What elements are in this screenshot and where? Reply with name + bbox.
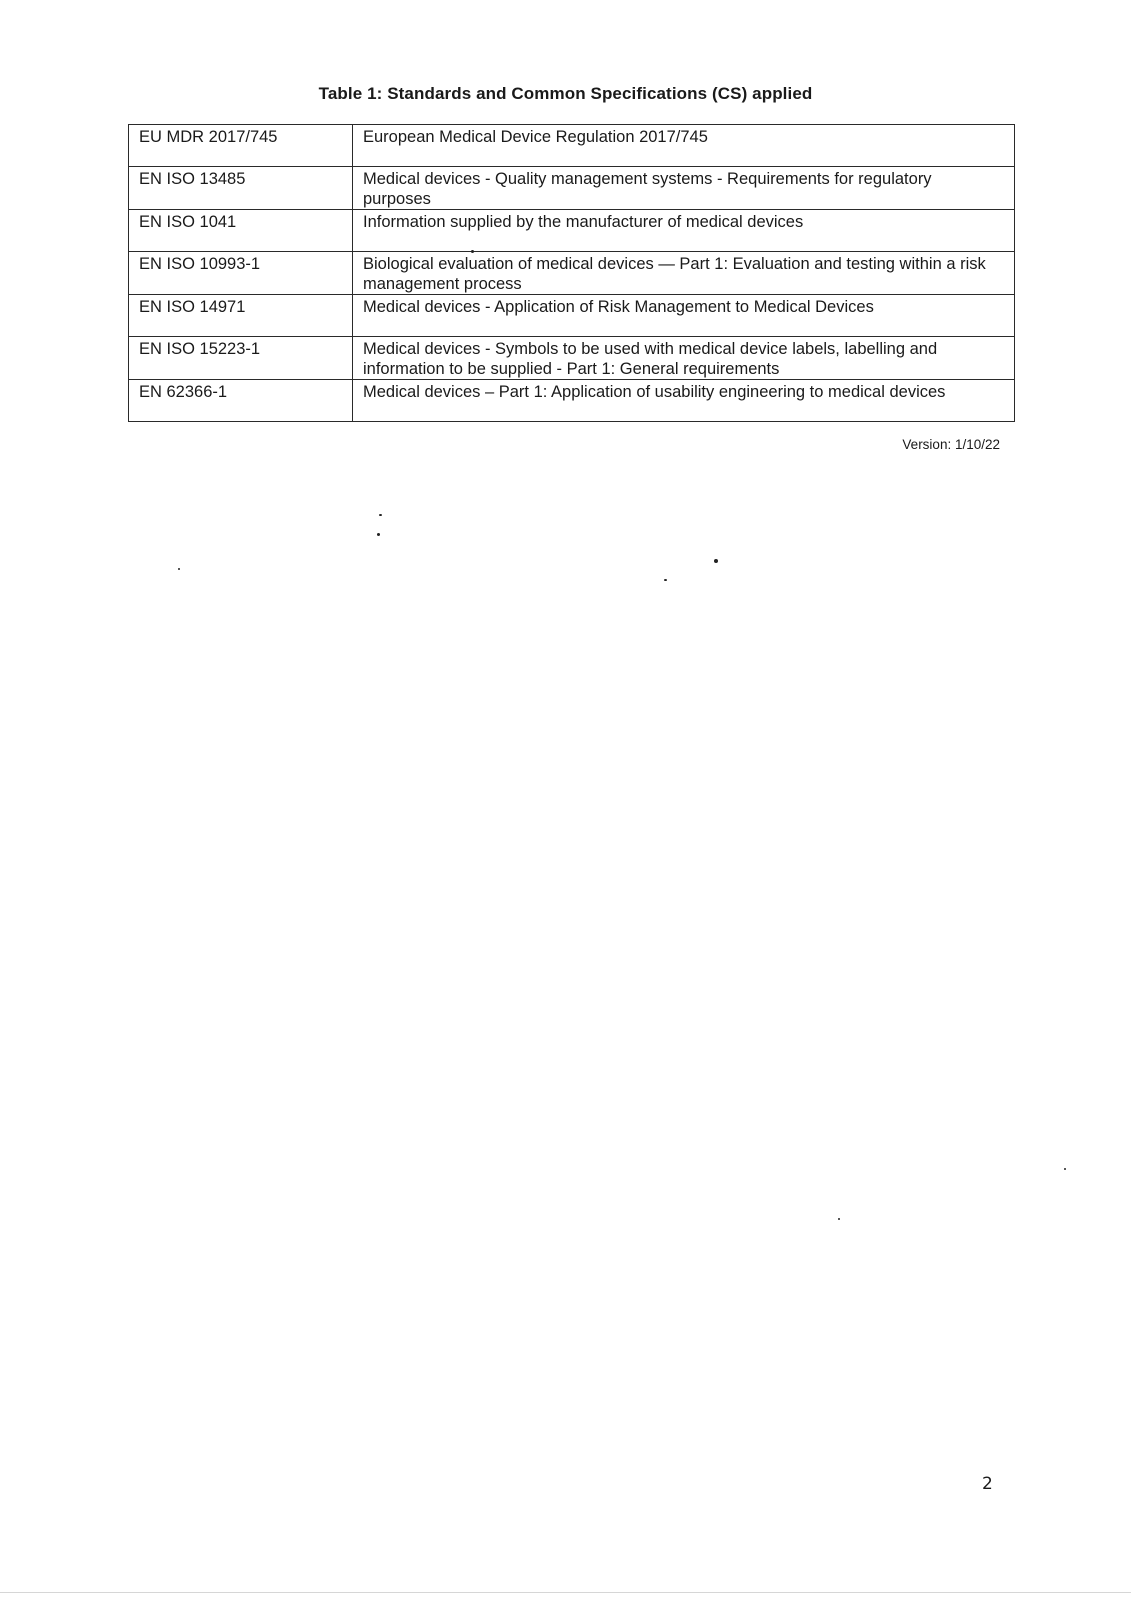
scan-speck	[838, 1218, 840, 1220]
standard-description: European Medical Device Regulation 2017/745	[353, 125, 1015, 167]
standard-description: Biological evaluation of medical devices — Part 1: Evaluation and testing within a risk management process	[353, 252, 1015, 295]
scan-speck	[664, 579, 667, 581]
standard-code: EN ISO 15223-1	[129, 337, 353, 380]
standard-code: EN ISO 13485	[129, 167, 353, 210]
standard-description: Medical devices - Application of Risk Management to Medical Devices	[353, 295, 1015, 337]
table-row	[129, 337, 1015, 380]
table-row	[129, 252, 1015, 295]
standard-code: EN ISO 1041	[129, 210, 353, 252]
table-title: Table 1: Standards and Common Specifications (CS) applied	[318, 84, 813, 103]
standard-code: EN ISO 14971	[129, 295, 353, 337]
page-number: 2	[982, 1474, 993, 1494]
standard-description: Information supplied by the manufacturer of medical devices	[353, 210, 1015, 252]
standard-code: EN ISO 10993-1	[129, 252, 353, 295]
scan-speck	[379, 514, 382, 516]
table-row	[129, 167, 1015, 210]
version-label: Version: 1/10/22	[902, 437, 1000, 452]
table-row	[129, 295, 1015, 337]
standards-table	[128, 124, 1015, 422]
table-row	[129, 125, 1015, 167]
standard-description: Medical devices - Quality management systems - Requirements for regulatory purposes	[353, 167, 1015, 210]
table-row	[129, 210, 1015, 252]
standard-description: Medical devices – Part 1: Application of usability engineering to medical devices	[353, 380, 1015, 422]
scan-speck	[377, 533, 380, 536]
standard-code: EN 62366-1	[129, 380, 353, 422]
table-row	[129, 380, 1015, 422]
standard-code: EU MDR 2017/745	[129, 125, 353, 167]
standard-description: Medical devices - Symbols to be used with medical device labels, labelling and information to be supplied - Part 1: General requirements	[353, 337, 1015, 380]
scan-speck	[1064, 1168, 1066, 1170]
scan-speck	[471, 250, 474, 253]
scan-speck	[714, 559, 718, 563]
scan-speck	[178, 568, 180, 570]
scan-edge-line	[0, 1592, 1131, 1593]
